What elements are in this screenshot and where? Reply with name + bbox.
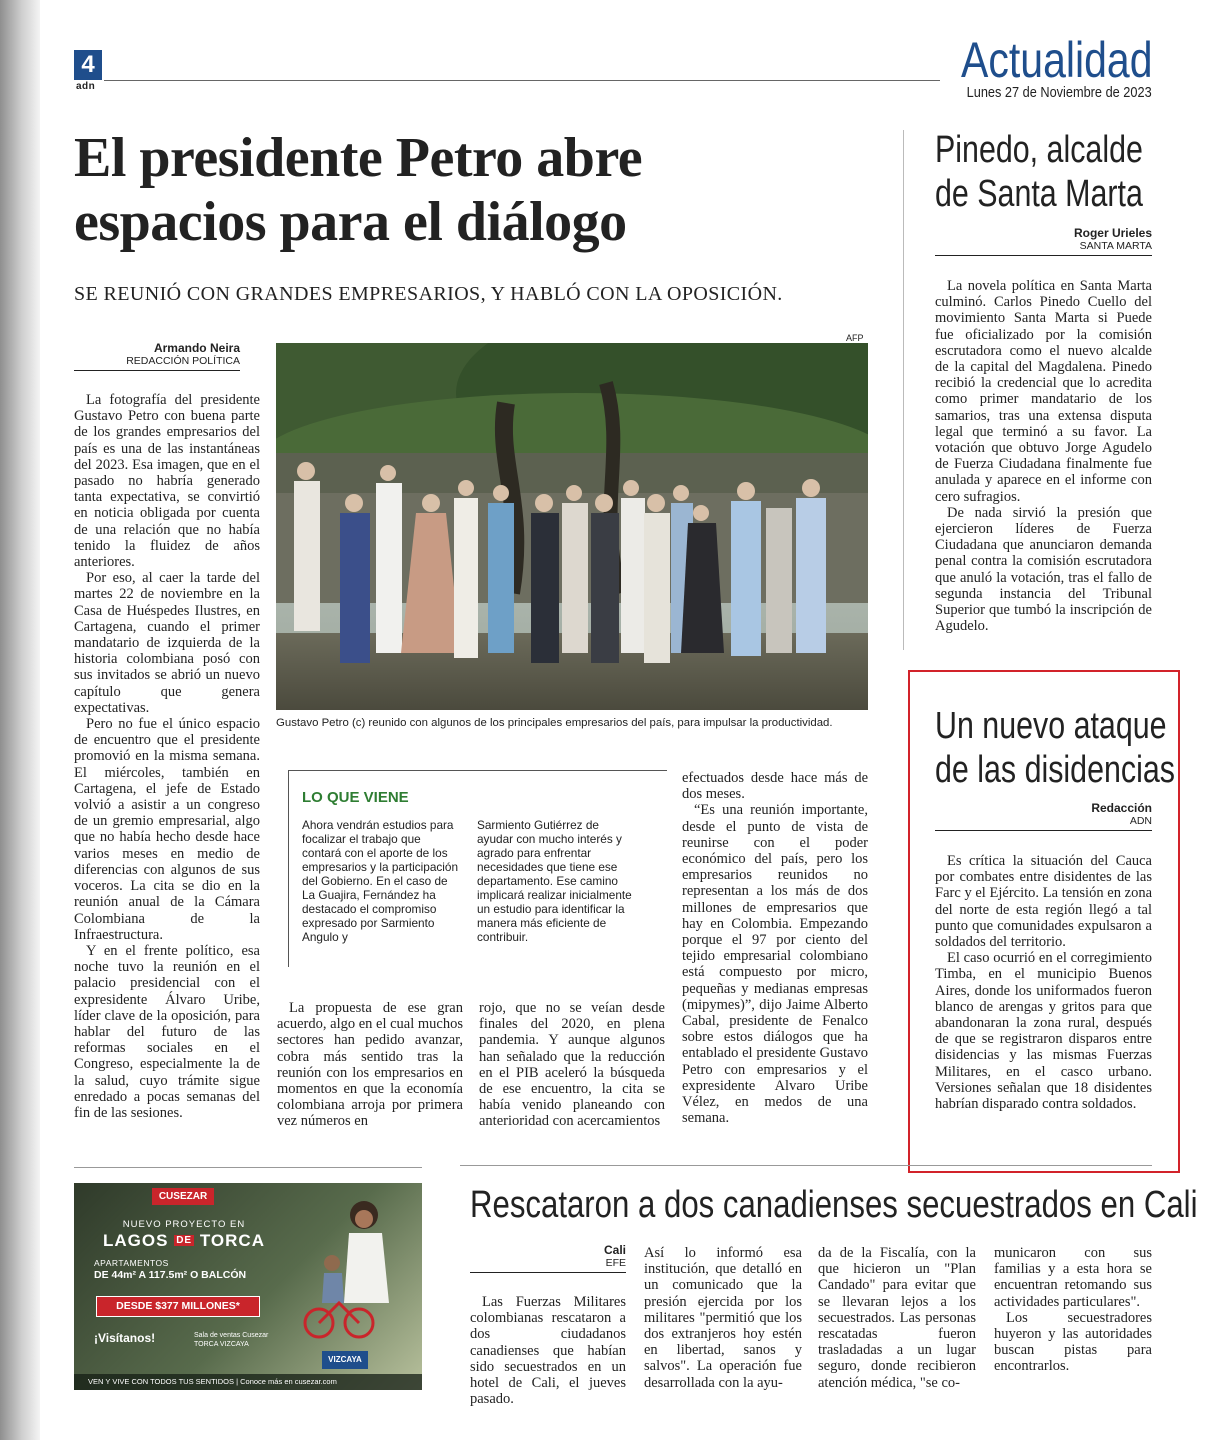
main-headline bbox=[74, 126, 874, 254]
section-title: Actualidad bbox=[960, 32, 1152, 88]
main-paragraph: La fotografía del presidente Gustavo Petro con buena parte de los grandes empresarios del país es una de las instantáneas del 2023. Esa imagen, que en el pasado no habría generado tanta expectativa, se convirtió en noticia obligada por cuenta de una relación que no había tenido la fluidez de años anteriores. bbox=[74, 392, 260, 571]
ataque-paragraph: Es crítica la situación del Cauca por combates entre disidentes de las Farc y el Ejército. La tensión en zona del norte de esta región llegó a tal punto que comunidades expulsaron a soldados del territorio. bbox=[935, 853, 1152, 951]
ad-tagline: NUEVO PROYECTO EN bbox=[122, 1219, 246, 1230]
cali-paragraph: Las Fuerzas Militares colombianas rescataron a dos ciudadanos canadienses que habían sido secuestrados en un hotel de Cali, el jueves pasado. bbox=[470, 1294, 626, 1408]
main-desk: REDACCIÓN POLÍTICA bbox=[74, 355, 240, 371]
cali-column-4 bbox=[994, 1245, 1152, 1375]
main-author: Armando Neira bbox=[153, 341, 240, 355]
ad-family-illustration bbox=[294, 1193, 414, 1343]
cali-source: EFE bbox=[470, 1257, 626, 1273]
pinedo-headline-line2: de Santa Marta bbox=[935, 173, 1143, 215]
main-paragraph: “Es una reunión importante, desde el punto de vista de reunirse con el poder económico del país, pero los empresarios reunidos no representan a los más de dos millones de empresarios que hay en Colombia. Empezando porque el 97 por ciento del tejido empresarial colombiano está compuesto por micro, pequeñas y medianas empresas (mipymes)”, dijo Jaime Alberto Cabal, presidente de Fenalco sobre estos diálogos que ha entablado el presidente Gustavo Petro con empresarios y el expresidente Alvaro Uribe Vélez, en medos de una semana. bbox=[682, 802, 868, 1127]
ad-apartments-label: APARTAMENTOS bbox=[94, 1258, 169, 1268]
column-divider bbox=[903, 130, 904, 650]
pinedo-headline bbox=[935, 128, 1143, 216]
pinedo-paragraph: De nada sirvió la presión que ejercieron líderes de Fuerza Ciudadana que anunciaron demanda penal contra la comisión escrutadora que anuló la votación, tras el fallo de segunda instancia del Tribunal Superior que tumbó la inscripción de Agudelo. bbox=[935, 504, 1152, 635]
cali-column-2 bbox=[644, 1245, 802, 1391]
ataque-body bbox=[935, 853, 1152, 1112]
ataque-bottom-rule bbox=[935, 1165, 1152, 1166]
ad-brand-badge: CUSEZAR bbox=[152, 1188, 214, 1205]
cali-paragraph: municaron con sus familias y a esta hora se encuentran retomando sus actividades particulares". bbox=[994, 1245, 1152, 1310]
ad-apartments-range: DE 44m² A 117.5m² O BALCÓN bbox=[94, 1269, 247, 1281]
ataque-headline-line1: Un nuevo ataque bbox=[935, 705, 1167, 747]
cali-column-1 bbox=[470, 1294, 626, 1407]
brand-logo: adn bbox=[76, 81, 96, 92]
cali-byline bbox=[470, 1243, 626, 1273]
sidebar-col-1: Ahora vendrán estudios para focalizar el trabajo que contará con el aporte de los empresarios y la participación del Gobierno. En el caso de La Guajira, Fernández ha destacado el compromiso expresado por Sarmiento Angulo y bbox=[302, 818, 459, 944]
ad-top-rule bbox=[74, 1167, 422, 1168]
main-column-2 bbox=[277, 1000, 463, 1130]
pinedo-body bbox=[935, 278, 1152, 634]
pinedo-paragraph: La novela política en Santa Marta culminó. Carlos Pinedo Cuello del movimiento Santa Marta si Puede fue oficializado por la comisión escrutadora como el nuevo alcalde de la capital del Magdalena. Pinedo recibió la credencial que lo acredita como primer mandatario de los samarios, tras una extensa disputa legal que terminó a su favor. La votación que obtuvo Jorge Agudelo de Fuerza Ciudadana finalmente fue anulada y aparece en el informe con cero sufragios. bbox=[935, 278, 1152, 505]
ad-sales-room: Sala de ventas Cusezar TORCA VIZCAYA bbox=[194, 1332, 269, 1348]
group-photo-illustration bbox=[276, 343, 868, 710]
page-number: 4 bbox=[74, 50, 102, 80]
header-rule bbox=[104, 80, 940, 81]
ad-project-part2: DE bbox=[176, 1235, 193, 1246]
issue-date: Lunes 27 de Noviembre de 2023 bbox=[966, 84, 1152, 101]
pinedo-headline-line1: Pinedo, alcalde bbox=[935, 129, 1143, 171]
ad-footer: VEN Y VIVE CON TODOS TUS SENTIDOS | Conoce más en cusezar.com bbox=[74, 1374, 422, 1390]
ataque-location: ADN bbox=[935, 815, 1152, 831]
ad-project-name bbox=[84, 1231, 284, 1251]
cali-top-rule bbox=[460, 1165, 935, 1166]
main-paragraph: La propuesta de ese gran acuerdo, algo en el cual muchos sectores han pedido avanzar, cobra más sentido tras la reunión con los empresarios en momentos en que la economía colombiana arroja por primera vez números en bbox=[277, 1000, 464, 1130]
cali-paragraph: Así lo informó esa institución, que detalló en un comunicado que la presión ejercida por los militares "permitió que los dos extranjeros hoy estén en libertad, sanos y salvos". La operación fue desarrollada con la ayu- bbox=[644, 1245, 802, 1391]
main-paragraph: Pero no fue el único espacio de encuentro que el presidente promovió en la misma semana. El miércoles, también en Cartagena, el jefe de Estado volvió a asistir a un congreso de un gremio empresarial, algo que no había hecho desde hace varios meses en medio de diferencias con algunos de sus voceros. La cita se dio en la reunión anual de la Cámara Colombiana de la Infraestructura. bbox=[74, 716, 260, 943]
main-column-4 bbox=[682, 770, 868, 1126]
page-gutter-shadow bbox=[0, 0, 40, 1440]
cali-headline: Rescataron a dos canadienses secuestrados en Cali bbox=[470, 1184, 1198, 1226]
cali-location: Cali bbox=[603, 1243, 626, 1257]
ataque-byline bbox=[935, 801, 1152, 831]
main-byline bbox=[74, 341, 240, 371]
ad-visit-label: ¡Visítanos! bbox=[94, 1331, 156, 1345]
ad-vizcaya-badge: VIZCAYA bbox=[322, 1351, 368, 1369]
ad-project-part3: TORCA bbox=[199, 1231, 265, 1250]
ataque-headline-line2: de las disidencias bbox=[935, 749, 1175, 791]
photo-credit: AFP bbox=[846, 333, 864, 343]
photo-caption: Gustavo Petro (c) reunido con algunos de los principales empresarios del país, para impulsar la productividad. bbox=[276, 717, 833, 729]
cali-paragraph: Los secuestradores huyeron y las autoridades buscan pistas para encontrarlos. bbox=[994, 1309, 1152, 1375]
main-paragraph: Por eso, al caer la tarde del martes 22 de noviembre en la Casa de Huéspedes Ilustres, en Cartagena, cuando el primer mandatario de izquierda de la historia colombiana posó con sus invitados se abrió un nuevo capítulo que genera expectativas. bbox=[74, 570, 260, 716]
ataque-paragraph: El caso ocurrió en el corregimiento Timba, en el municipio Buenos Aires, donde los uniformados fueron blanco de arengas y gritos para que abandonaran la zona rural, después de que se registraron disparos entre disidencias y las mismas Fuerzas Militares, en el casco urbano. Versiones señalan que 18 disidentes habrían disparado contra soldados. bbox=[935, 950, 1152, 1113]
pinedo-author: Roger Urieles bbox=[1073, 226, 1152, 240]
sidebar-title: LO QUE VIENE bbox=[302, 789, 409, 806]
pinedo-location: SANTA MARTA bbox=[935, 240, 1152, 256]
ataque-headline bbox=[935, 704, 1175, 792]
cali-column-3 bbox=[818, 1245, 976, 1391]
cusezar-ad[interactable] bbox=[74, 1183, 422, 1390]
main-headline-line2: espacios para el diálogo bbox=[74, 191, 627, 253]
sidebar-col-2: Sarmiento Gutiérrez de ayudar con mucho interés y agrado para enfrentar necesidades que tiene ese departamento. Ese camino implicará realizar inicialmente un estudio para identificar la manera más eficiente de contribuir. bbox=[477, 818, 632, 944]
ataque-author: Redacción bbox=[1091, 801, 1152, 815]
main-headline-line1: El presidente Petro abre bbox=[74, 127, 643, 189]
main-paragraph: efectuados desde hace más de dos meses. bbox=[682, 770, 868, 803]
ad-project-part1: LAGOS bbox=[103, 1231, 169, 1250]
pinedo-byline bbox=[935, 226, 1152, 256]
main-subhead: SE REUNIÓ CON GRANDES EMPRESARIOS, Y HABLÓ CON LA OPOSICIÓN. bbox=[74, 283, 783, 305]
main-paragraph: Y en el frente político, esa noche tuvo la reunión en el palacio presidencial con el expresidente Álvaro Uribe, líder clave de la oposición, para hablar del futuro de las reformas sociales en el Congreso, especialmente la de la salud, cuyo trámite sigue enredado a pocas semanas del fin de las sesiones. bbox=[74, 942, 260, 1121]
cali-paragraph: da de la Fiscalía, con la que hicieron un "Plan Candado" para evitar que se llevaran lejos a los secuestrados. Las personas rescatadas fueron trasladadas a un lugar seguro, donde recibieron atención médica, "se co- bbox=[818, 1245, 976, 1391]
main-photo bbox=[276, 343, 868, 710]
main-column-1 bbox=[74, 392, 260, 1121]
ad-price-button[interactable]: DESDE $377 MILLONES* bbox=[96, 1296, 260, 1317]
main-column-3 bbox=[479, 1000, 665, 1130]
main-paragraph: rojo, que no se veían desde finales del 2020, en plena pandemia. Y aunque algunos han señalado que la reducción en el PIB aceleró la búsqueda de ese encuentro, la cita se había venido planeando con anterioridad con acercamientos bbox=[479, 1000, 665, 1130]
